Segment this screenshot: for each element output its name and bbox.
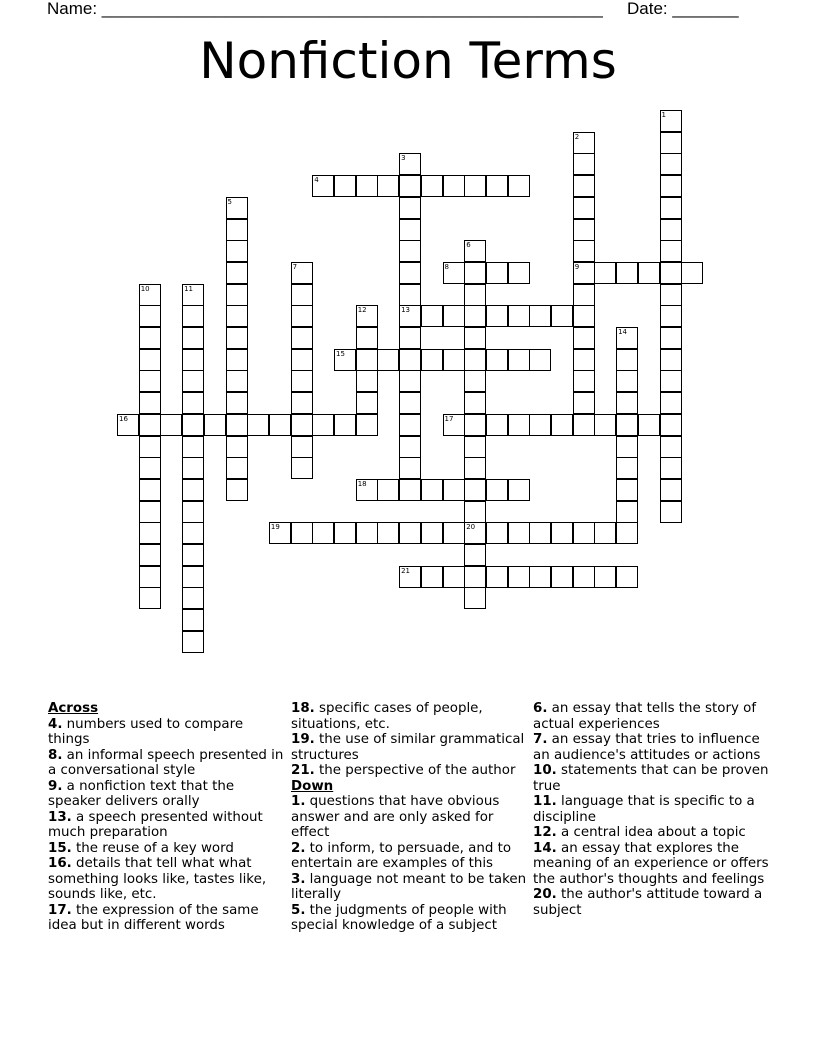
grid-cell[interactable] — [508, 262, 530, 284]
grid-cell[interactable] — [616, 370, 638, 392]
grid-cell[interactable] — [226, 414, 248, 436]
grid-cell[interactable] — [182, 414, 204, 436]
grid-cell[interactable] — [486, 262, 508, 284]
clue-number: 12. — [533, 825, 557, 840]
grid-cell[interactable] — [399, 349, 421, 371]
grid-cell[interactable] — [399, 414, 421, 436]
clue-number: 11. — [533, 794, 557, 809]
grid-cell[interactable] — [269, 414, 291, 436]
grid-cell[interactable] — [139, 587, 161, 609]
grid-cell[interactable] — [508, 305, 530, 327]
grid-cell[interactable] — [421, 175, 443, 197]
grid-cell[interactable] — [464, 370, 486, 392]
clue-text: to inform, to persuade, and to entertain are examples of this — [291, 840, 512, 871]
grid-cell[interactable] — [594, 522, 616, 544]
grid-cell[interactable] — [421, 349, 443, 371]
grid-cell[interactable] — [551, 305, 573, 327]
grid-cell[interactable] — [486, 175, 508, 197]
grid-cell[interactable] — [486, 479, 508, 501]
grid-cell[interactable] — [660, 240, 682, 262]
clue-number: 15. — [48, 840, 72, 856]
grid-cell[interactable] — [573, 327, 595, 349]
grid-cell[interactable] — [681, 262, 703, 284]
grid-cell[interactable] — [291, 284, 313, 306]
grid-cell[interactable] — [464, 305, 486, 327]
grid-cell[interactable] — [356, 522, 378, 544]
clue-number: 3. — [291, 871, 306, 887]
grid-cell[interactable] — [182, 522, 204, 544]
grid-cell[interactable] — [551, 414, 573, 436]
grid-cell[interactable] — [464, 392, 486, 414]
clue-number-label: 2 — [574, 132, 580, 141]
down-clue — [533, 701, 773, 732]
clue-number: 18. — [291, 701, 315, 716]
grid-cell[interactable] — [508, 349, 530, 371]
across-clue — [48, 779, 288, 810]
grid-cell[interactable] — [464, 175, 486, 197]
grid-cell[interactable] — [486, 566, 508, 588]
grid-cell[interactable] — [182, 392, 204, 414]
grid-cell[interactable] — [399, 436, 421, 458]
grid-cell[interactable] — [660, 370, 682, 392]
page-title: Nonfiction Terms — [199, 32, 617, 90]
clue-number: 19. — [291, 732, 315, 747]
grid-cell[interactable] — [616, 349, 638, 371]
clue-number: 13. — [48, 809, 72, 825]
grid-cell[interactable] — [421, 566, 443, 588]
grid-cell[interactable] — [139, 566, 161, 588]
grid-cell[interactable] — [573, 197, 595, 219]
grid-cell[interactable] — [638, 414, 660, 436]
grid-cell[interactable] — [443, 479, 465, 501]
grid-cell[interactable] — [291, 327, 313, 349]
clues-column-3 — [533, 701, 773, 918]
clue-text: an essay that tells the story of actual experiences — [533, 701, 757, 732]
grid-cell[interactable] — [334, 175, 356, 197]
grid-cell[interactable] — [399, 262, 421, 284]
clue-number: 7. — [533, 732, 548, 747]
grid-cell[interactable] — [291, 305, 313, 327]
grid-cell[interactable] — [616, 436, 638, 458]
grid-cell[interactable] — [377, 479, 399, 501]
clue-number-label: 13 — [401, 306, 411, 315]
grid-cell[interactable] — [660, 284, 682, 306]
clue-text: the expression of the same idea but in different words — [48, 902, 259, 933]
clue-number-label: 12 — [357, 306, 367, 315]
grid-cell[interactable] — [616, 457, 638, 479]
grid-cell[interactable] — [291, 436, 313, 458]
grid-cell[interactable] — [226, 436, 248, 458]
grid-cell[interactable] — [443, 349, 465, 371]
grid-cell[interactable] — [421, 479, 443, 501]
clue-number-label: 21 — [401, 566, 411, 575]
grid-cell[interactable] — [182, 349, 204, 371]
down-clue — [533, 841, 773, 888]
grid-cell[interactable] — [399, 175, 421, 197]
grid-cell[interactable] — [421, 522, 443, 544]
grid-cell[interactable] — [443, 566, 465, 588]
across-heading: Across — [48, 701, 99, 716]
grid-cell[interactable] — [334, 414, 356, 436]
across-clue — [48, 841, 288, 857]
across-clue — [48, 810, 288, 841]
clue-number-label: 6 — [466, 241, 471, 250]
down-clue — [533, 825, 773, 841]
clue-text: details that tell what what something looks like, tastes like, sounds like, etc. — [48, 856, 267, 902]
grid-cell[interactable] — [464, 566, 486, 588]
grid-cell[interactable] — [399, 392, 421, 414]
clue-text: questions that have obvious answer and are only asked for effect — [291, 794, 500, 840]
clue-number-label: 3 — [401, 154, 406, 163]
grid-cell[interactable] — [573, 370, 595, 392]
grid-cell[interactable] — [182, 436, 204, 458]
clue-number-label: 18 — [357, 479, 367, 488]
grid-cell[interactable] — [464, 262, 486, 284]
grid-cell[interactable] — [291, 522, 313, 544]
grid-cell[interactable] — [486, 305, 508, 327]
grid-cell[interactable] — [226, 219, 248, 241]
clue-number: 2. — [291, 840, 306, 856]
grid-cell[interactable] — [247, 414, 269, 436]
clue-number: 14. — [533, 840, 557, 856]
grid-cell[interactable] — [486, 349, 508, 371]
grid-cell[interactable] — [616, 501, 638, 523]
grid-cell[interactable] — [616, 262, 638, 284]
grid-cell[interactable] — [529, 349, 551, 371]
grid-cell[interactable] — [182, 587, 204, 609]
clue-number-label: 10 — [140, 284, 150, 293]
grid-cell[interactable] — [464, 284, 486, 306]
grid-cell[interactable] — [486, 414, 508, 436]
grid-cell[interactable] — [291, 457, 313, 479]
grid-cell[interactable] — [160, 414, 182, 436]
grid-cell[interactable] — [182, 501, 204, 523]
clues-column-2 — [291, 701, 531, 934]
grid-cell[interactable] — [356, 392, 378, 414]
grid-cell[interactable] — [573, 305, 595, 327]
grid-cell[interactable] — [464, 457, 486, 479]
grid-cell[interactable] — [312, 522, 334, 544]
across-clue — [291, 763, 531, 779]
grid-cell[interactable] — [399, 457, 421, 479]
grid-cell[interactable] — [399, 197, 421, 219]
grid-cell[interactable] — [139, 436, 161, 458]
grid-cell[interactable] — [464, 414, 486, 436]
down-clue — [533, 794, 773, 825]
grid-cell[interactable] — [139, 392, 161, 414]
clue-number: 20. — [533, 887, 557, 902]
grid-cell[interactable] — [464, 501, 486, 523]
clue-text: a nonfiction text that the speaker delivers orally — [48, 778, 235, 809]
grid-cell[interactable] — [660, 132, 682, 154]
grid-cell[interactable] — [660, 219, 682, 241]
across-clue — [48, 717, 288, 748]
grid-cell[interactable] — [616, 566, 638, 588]
grid-cell[interactable] — [529, 305, 551, 327]
grid-cell[interactable] — [508, 522, 530, 544]
grid-cell[interactable] — [399, 240, 421, 262]
grid-cell[interactable] — [226, 370, 248, 392]
grid-cell[interactable] — [226, 479, 248, 501]
grid-cell[interactable] — [182, 370, 204, 392]
grid-cell[interactable] — [377, 175, 399, 197]
grid-cell[interactable] — [312, 414, 334, 436]
clue-text: the reuse of a key word — [76, 840, 234, 856]
clue-number: 9. — [48, 778, 63, 794]
grid-cell[interactable] — [139, 544, 161, 566]
grid-cell[interactable] — [139, 479, 161, 501]
grid-cell[interactable] — [399, 479, 421, 501]
grid-cell[interactable] — [443, 175, 465, 197]
grid-cell[interactable] — [226, 240, 248, 262]
grid-cell[interactable] — [529, 566, 551, 588]
grid-cell[interactable] — [508, 479, 530, 501]
grid-cell[interactable] — [399, 284, 421, 306]
grid-cell[interactable] — [464, 349, 486, 371]
grid-cell[interactable] — [226, 457, 248, 479]
grid-cell[interactable] — [139, 370, 161, 392]
clue-number-label: 1 — [661, 111, 666, 119]
grid-cell[interactable] — [660, 414, 682, 436]
grid-cell[interactable] — [529, 522, 551, 544]
clue-number-label: 19 — [270, 523, 280, 532]
grid-cell[interactable] — [638, 262, 660, 284]
grid-cell[interactable] — [204, 414, 226, 436]
grid-cell[interactable] — [226, 349, 248, 371]
clue-text: language not meant to be taken literally — [291, 871, 527, 902]
grid-cell[interactable] — [377, 349, 399, 371]
grid-cell[interactable] — [660, 392, 682, 414]
clue-text: a central idea about a topic — [561, 825, 746, 840]
clue-number: 10. — [533, 763, 557, 778]
grid-cell[interactable] — [660, 262, 682, 284]
clue-text: a speech presented without much preparation — [48, 809, 263, 840]
grid-cell[interactable] — [399, 327, 421, 349]
grid-cell[interactable] — [226, 284, 248, 306]
clue-text: an informal speech presented in a conversational style — [48, 747, 284, 778]
grid-cell[interactable] — [573, 522, 595, 544]
down-clue — [291, 841, 531, 872]
grid-cell[interactable] — [399, 219, 421, 241]
grid-cell[interactable] — [660, 153, 682, 175]
down-clue — [291, 794, 531, 841]
grid-cell[interactable] — [508, 175, 530, 197]
grid-cell[interactable] — [573, 349, 595, 371]
grid-cell[interactable] — [573, 219, 595, 241]
clue-text: the use of similar grammatical structures — [291, 732, 525, 763]
grid-cell[interactable] — [529, 414, 551, 436]
grid-cell[interactable] — [182, 479, 204, 501]
grid-cell[interactable] — [573, 175, 595, 197]
down-clue — [291, 903, 531, 934]
grid-cell[interactable] — [594, 566, 616, 588]
clue-number-label: 7 — [292, 262, 298, 271]
grid-cell[interactable] — [464, 327, 486, 349]
grid-cell[interactable] — [356, 349, 378, 371]
clue-text: specific cases of people, situations, etc. — [291, 701, 483, 732]
clue-number-label: 5 — [227, 197, 232, 206]
grid-cell[interactable] — [226, 327, 248, 349]
down-heading: Down — [291, 778, 334, 794]
grid-cell[interactable] — [182, 631, 204, 653]
grid-cell[interactable] — [616, 522, 638, 544]
clue-text: an essay that tries to influence an audience's attitudes or actions — [533, 732, 761, 763]
grid-cell[interactable] — [660, 436, 682, 458]
grid-cell[interactable] — [616, 414, 638, 436]
grid-cell[interactable] — [594, 414, 616, 436]
grid-cell[interactable] — [377, 522, 399, 544]
grid-cell[interactable] — [334, 522, 356, 544]
grid-cell[interactable] — [660, 305, 682, 327]
grid-cell[interactable] — [182, 544, 204, 566]
grid-cell[interactable] — [182, 327, 204, 349]
clue-number: 17. — [48, 902, 72, 918]
grid-cell[interactable] — [573, 566, 595, 588]
down-clue — [533, 732, 773, 763]
grid-cell[interactable] — [356, 370, 378, 392]
grid-cell[interactable] — [616, 479, 638, 501]
clue-number: 4. — [48, 716, 63, 732]
grid-cell[interactable] — [573, 414, 595, 436]
grid-cell[interactable] — [616, 392, 638, 414]
grid-cell[interactable] — [291, 392, 313, 414]
down-clue — [533, 763, 773, 794]
grid-cell[interactable] — [421, 305, 443, 327]
down-clue — [533, 887, 773, 918]
clue-number-label: 4 — [314, 176, 319, 185]
grid-cell[interactable] — [660, 501, 682, 523]
grid-cell[interactable] — [443, 522, 465, 544]
clue-text: statements that can be proven true — [533, 763, 769, 794]
grid-cell[interactable] — [291, 349, 313, 371]
across-clue — [291, 701, 531, 732]
grid-cell[interactable] — [139, 349, 161, 371]
grid-cell[interactable] — [139, 414, 161, 436]
date-field[interactable]: Date: _______ — [627, 0, 739, 18]
clue-text: language that is specific to a discipline — [533, 794, 755, 825]
grid-cell[interactable] — [508, 414, 530, 436]
across-clue — [291, 732, 531, 763]
grid-cell[interactable] — [356, 327, 378, 349]
grid-cell[interactable] — [660, 479, 682, 501]
grid-cell[interactable] — [660, 175, 682, 197]
grid-cell[interactable] — [443, 305, 465, 327]
grid-cell[interactable] — [291, 414, 313, 436]
grid-cell[interactable] — [660, 327, 682, 349]
clue-number: 21. — [291, 763, 315, 778]
clue-number-label: 11 — [184, 284, 194, 293]
clue-number-label: 16 — [119, 414, 128, 423]
grid-cell[interactable] — [573, 153, 595, 175]
grid-cell[interactable] — [139, 457, 161, 479]
clue-number-label: 9 — [574, 262, 580, 271]
clue-number: 8. — [48, 747, 63, 763]
clue-number-label: 17 — [444, 414, 454, 423]
grid-cell[interactable] — [139, 327, 161, 349]
grid-cell[interactable] — [508, 566, 530, 588]
grid-cell[interactable] — [660, 457, 682, 479]
grid-cell[interactable] — [464, 587, 486, 609]
grid-cell[interactable] — [594, 262, 616, 284]
grid-cell[interactable] — [226, 305, 248, 327]
grid-cell[interactable] — [486, 522, 508, 544]
clue-number-label: 14 — [618, 328, 628, 336]
name-field[interactable]: Name: _____________________________________________________ — [47, 0, 603, 18]
across-clue — [48, 903, 288, 934]
clue-number: 6. — [533, 701, 548, 716]
grid-cell[interactable] — [182, 457, 204, 479]
grid-cell[interactable] — [139, 522, 161, 544]
grid-cell[interactable] — [356, 175, 378, 197]
grid-cell[interactable] — [551, 566, 573, 588]
clue-number-label: 15 — [336, 349, 345, 358]
grid-cell[interactable] — [182, 305, 204, 327]
grid-cell[interactable] — [464, 544, 486, 566]
grid-cell[interactable] — [182, 609, 204, 631]
grid-cell[interactable] — [399, 522, 421, 544]
across-clue — [48, 856, 288, 903]
clue-number: 1. — [291, 794, 306, 809]
clue-number: 5. — [291, 902, 306, 918]
clue-number: 16. — [48, 856, 72, 871]
clue-text: an essay that explores the meaning of an experience or offers the author's thoughts and feelings — [533, 840, 769, 887]
grid-cell[interactable] — [139, 501, 161, 523]
clue-text: the judgments of people with special knowledge of a subject — [291, 902, 507, 933]
clue-text: the perspective of the author — [319, 763, 516, 778]
across-clue — [48, 748, 288, 779]
clue-number-label: 20 — [466, 523, 476, 532]
grid-cell[interactable] — [226, 262, 248, 284]
down-clue — [291, 872, 531, 903]
grid-cell[interactable] — [356, 414, 378, 436]
grid-cell[interactable] — [226, 392, 248, 414]
grid-cell[interactable] — [573, 284, 595, 306]
grid-cell[interactable] — [464, 436, 486, 458]
grid-cell[interactable] — [573, 240, 595, 262]
clue-text: the author's attitude toward a subject — [533, 887, 763, 918]
clues-column-1 — [48, 701, 288, 934]
clue-text: numbers used to compare things — [48, 716, 244, 747]
grid-cell[interactable] — [464, 479, 486, 501]
clue-number-label: 8 — [444, 262, 449, 271]
grid-cell[interactable] — [660, 349, 682, 371]
grid-cell[interactable] — [182, 566, 204, 588]
grid-cell[interactable] — [139, 305, 161, 327]
grid-cell[interactable] — [399, 370, 421, 392]
grid-cell[interactable] — [573, 392, 595, 414]
grid-cell[interactable] — [660, 197, 682, 219]
grid-cell[interactable] — [551, 522, 573, 544]
grid-cell[interactable] — [291, 370, 313, 392]
